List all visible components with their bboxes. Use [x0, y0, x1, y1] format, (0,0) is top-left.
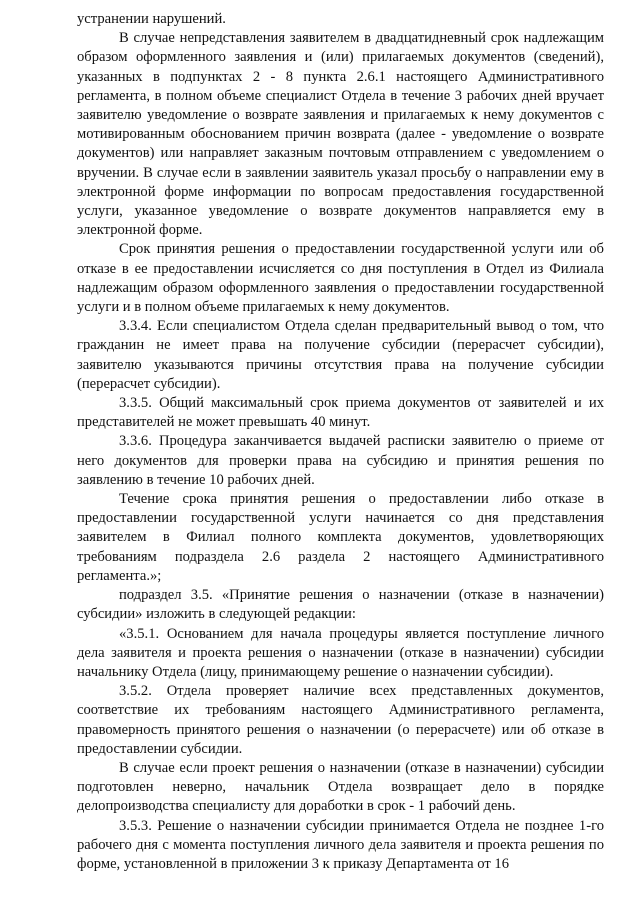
document-page: [77, 10, 604, 874]
paragraph-3-5-2: 3.5.2. Отдела проверяет наличие всех представленных документов, соответствие их требованиям настоящего Административного регламента, правомерность принятого решения о назначении (о перерасчете) или об отказе в предоставлении субсидии.: [77, 683, 604, 757]
paragraph-rework: В случае если проект решения о назначении (отказе в назначении) субсидии подготовлен неверно, начальник Отдела возвращает дело в порядке делопроизводства специалисту для доработки в срок - 1 рабочий день.: [77, 759, 604, 815]
paragraph-continuation: устранении нарушений.: [77, 11, 226, 27]
paragraph-3-3-5: 3.3.5. Общий максимальный срок приема документов от заявителей и их представителей не может превышать 40 минут.: [77, 395, 604, 431]
paragraph-3-5-3: 3.5.3. Решение о назначении субсидии принимается Отдела не позднее 1-го рабочего дня с момента поступления личного дела заявителя и проекта решения по форме, установленной в приложении 3 к приказу Департамента от 16: [77, 817, 604, 872]
paragraph-3-3-6: 3.3.6. Процедура заканчивается выдачей расписки заявителю о приеме от него документов для проверки права на субсидию и принятия решения по заявлению в течение 10 рабочих дней.: [77, 433, 604, 488]
paragraph-3-3-4: 3.3.4. Если специалистом Отдела сделан предварительный вывод о том, что гражданин не имеет права на получение субсидии (перерасчет субсидии), заявителю указываются причины отсутствия права на получение субсидии (перерасчет субсидии).: [77, 318, 604, 392]
paragraph-3-5-1: «3.5.1. Основанием для начала процедуры является поступление личного дела заявителя и проекта решения о назначении (отказе в назначении) субсидии начальнику Отдела (лицу, принимающему решение о назначении субсидии).: [77, 625, 604, 680]
paragraph-subsection-3-5: подраздел 3.5. «Принятие решения о назначении (отказе в назначении) субсидии» изложить в следующей редакции:: [77, 587, 604, 623]
paragraph-return-notice: В случае непредставления заявителем в двадцатидневный срок надлежащим образом оформленного заявления и (или) прилагаемых документов (сведений), указанных в подпунктах 2 - 8 пункта 2.6.1 настоящего Административного регламента, в полном объеме специалист Отдела в течение 3 рабочих дней вручает заявителю уведомление о возврате заявления и прилагаемых к нему документов с мотивированным обоснованием причин возврата (далее - уведомление о возврате документов) или направляет заказным почтовым отправлением с уведомлением о вручении. В случае если в заявлении заявитель указал просьбу о направлении ему в электронной форме информации по вопросам предоставления государственной услуги, указанное уведомление о возврате документов направляется ему в электронной форме.: [77, 30, 604, 239]
paragraph-term-start: Течение срока принятия решения о предоставлении либо отказе в предоставлении государственной услуги начинается со дня представления заявителем в Филиал полного комплекта документов, удовлетворяющих требованиям подраздела 2.6 раздела 2 настоящего Административного регламента.»;: [77, 491, 604, 584]
paragraph-decision-term: Срок принятия решения о предоставлении государственной услуги или об отказе в ее предоставлении исчисляется со дня поступления в Отдел из Филиала надлежащим образом оформленного заявления о предоставлении государственной услуги и в полном объеме прилагаемых к нему документов.: [77, 241, 604, 316]
